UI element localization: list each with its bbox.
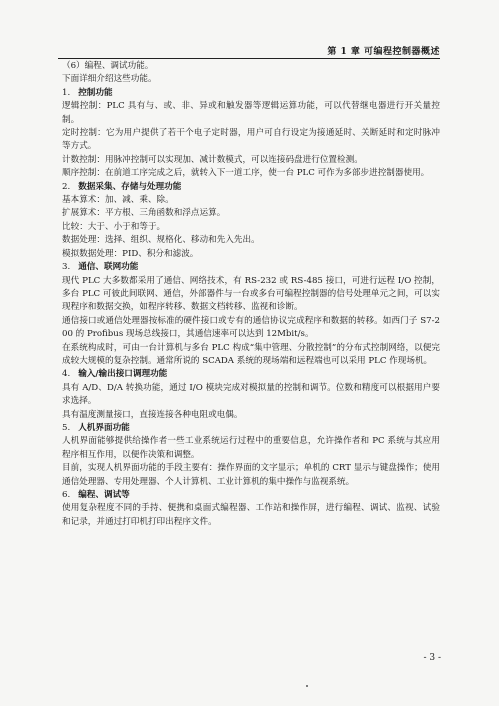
paragraph: 模拟数据处理：PID、积分和滤波。 bbox=[62, 248, 199, 259]
section-number: 2. bbox=[62, 181, 71, 192]
paragraph: 目前，实现人机界面功能的手段主要有：操作界面的文字显示；单机的 CRT 显示与键盘操作；使用通信处理器、专用处理器、个人计算机、工业计算机的集中操作与监视系统。 bbox=[62, 463, 440, 487]
section-heading bbox=[62, 181, 440, 194]
paragraph: 数据处理：选择、组织、规格化、移动和先入先出。 bbox=[62, 235, 260, 246]
paragraph: 通信接口或通信处理器按标准的硬件接口或专有的通信协议完成程序和数据的转移。如西门子 S7-200 的 Profibus 现场总线接口，其通信速率可以达到 12Mbit/s。 bbox=[62, 315, 440, 340]
section-heading bbox=[62, 87, 440, 100]
section-number: 6. bbox=[62, 490, 71, 500]
paragraph: 逻辑控制：PLC 具有与、或、非、异或和触发器等逻辑运算功能，可以代替继电器进行开关量控制。 bbox=[62, 101, 440, 125]
section-number: 3. bbox=[62, 262, 71, 273]
paragraph: 顺序控制：在前道工序完成之后，就转入下一道工序，使一台 PLC 可作为多部步进控制器使用。 bbox=[62, 168, 430, 179]
paragraph: 定时控制：它为用户提供了若干个电子定时器，用户可自行设定为接通延时、关断延时和定时脉冲等方式。 bbox=[62, 128, 440, 152]
page-number: - 3 - bbox=[423, 653, 441, 663]
paragraph: 基本算术：加、减、乘、除。 bbox=[62, 195, 174, 206]
section-heading bbox=[62, 368, 440, 381]
section-title: 控制功能 bbox=[78, 87, 113, 98]
paragraph: 比较：大于、小于和等于。 bbox=[62, 221, 166, 232]
paragraph: 具有 A/D、D/A 转换功能，通过 I/O 模块完成对模拟量的控制和调节。位数和精度可以根据用户要求选择。 bbox=[62, 382, 440, 407]
paragraph: 人机界面能够提供给操作者一些工业系统运行过程中的重要信息，允许操作者和 PC 系统与其应用程序相互作用，以便作决策和调整。 bbox=[62, 436, 440, 460]
section-number: 4. bbox=[62, 369, 71, 380]
chapter-title: 第 1 章 可编程控制器概述 bbox=[327, 47, 440, 57]
section-heading bbox=[62, 261, 440, 274]
paragraph: 下面详细介绍这些功能。 bbox=[62, 74, 157, 85]
section-number: 1. bbox=[62, 87, 71, 98]
section-title: 通信、联网功能 bbox=[78, 262, 139, 273]
section-heading bbox=[62, 489, 440, 502]
paragraph: 使用复杂程度不同的手持、便携和桌面式编程器、工作站和操作屏，进行编程、调试、监视、试验和记录，并通过打印机打印出程序文件。 bbox=[62, 503, 440, 527]
section-number: 5. bbox=[62, 422, 71, 433]
running-header bbox=[58, 44, 440, 59]
paragraph: 在系统构成时，可由一台计算机与多台 PLC 构成“集中管理、分散控制”的分布式控制网络，以便完成较大规模的复杂控制。通常所说的 SCADA 系统的现场端和远程端也可以采用 PLC 作现场机。 bbox=[62, 342, 440, 366]
speck-mark bbox=[306, 685, 308, 687]
section-title: 人机界面功能 bbox=[78, 422, 130, 433]
paragraph: 现代 PLC 大多数都采用了通信、网络技术，有 RS-232 或 RS-485 接口，可进行远程 I/O 控制，多台 PLC 可彼此间联网、通信，外部器件与一台或多台可编程控制器的信号处理单元之间，可以实现程序和数据交换，如程序转移、数据文档转移、监视和诊断。 bbox=[62, 275, 440, 313]
section-title: 数据采集、存储与处理功能 bbox=[78, 181, 182, 192]
body-text bbox=[62, 60, 440, 529]
paragraph: （6）编程、调试功能。 bbox=[62, 61, 154, 71]
section-heading bbox=[62, 422, 440, 435]
section-title: 编程、调试等 bbox=[78, 490, 130, 500]
paragraph: 具有温度测量接口，直接连接各种电阻或电偶。 bbox=[62, 409, 243, 420]
paragraph: 计数控制：用脉冲控制可以实现加、减计数模式，可以连接码盘进行位置检测。 bbox=[62, 154, 363, 165]
paragraph: 扩展算术：平方根、三角函数和浮点运算。 bbox=[62, 208, 226, 219]
section-title: 输入/输出接口调理功能 bbox=[78, 369, 168, 380]
